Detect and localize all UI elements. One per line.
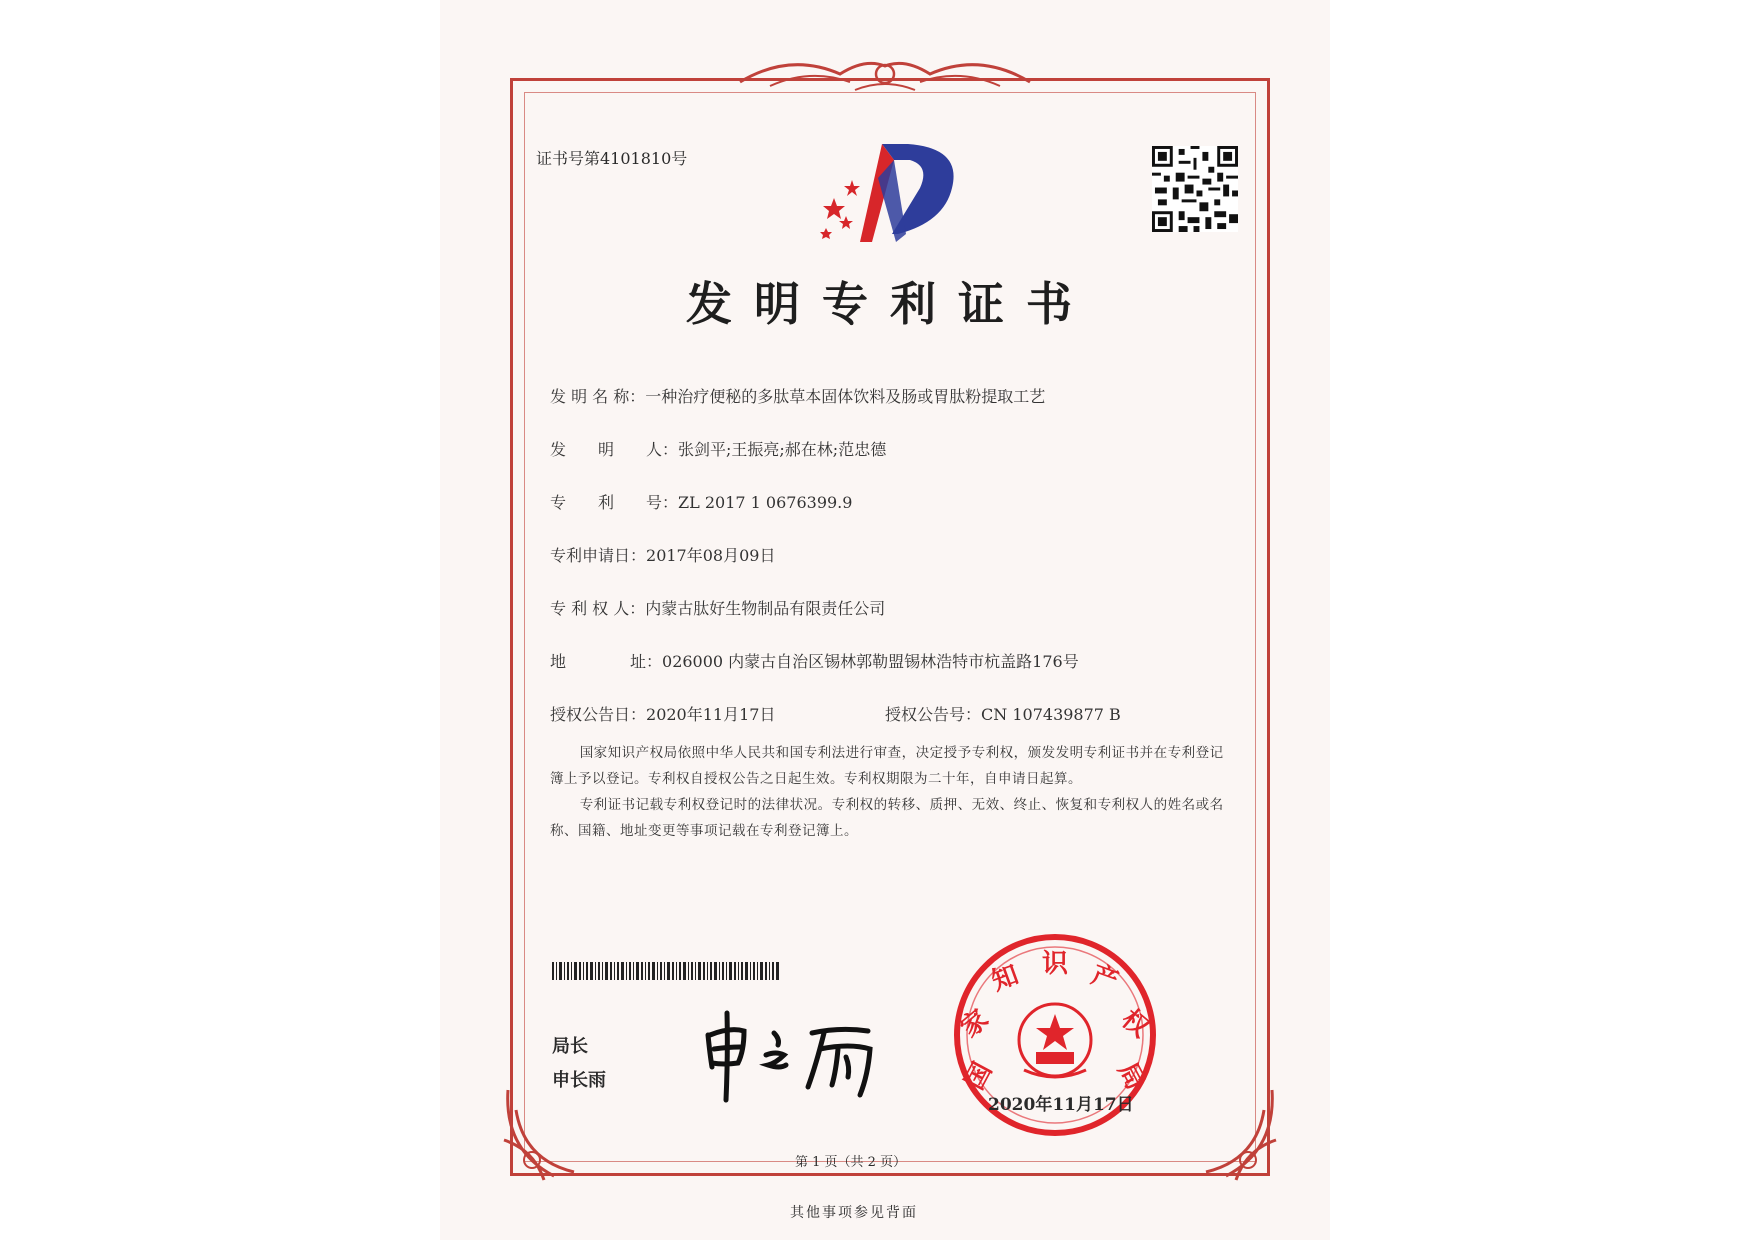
field-patent-number: [550, 490, 852, 513]
certificate-number: 证书号第4101810号: [536, 149, 688, 168]
field-value: 一种治疗便秘的多肽草本固体饮料及肠或胃肽粉提取工艺: [645, 387, 1046, 406]
field-value: 张剑平;王振亮;郝在林;范忠德: [678, 440, 887, 459]
field-value: 026000 内蒙古自治区锡林郭勒盟锡林浩特市杭盖路176号: [662, 652, 1079, 671]
seal-date: 2020年11月17日: [988, 1095, 1134, 1115]
svg-text:国: 国: [959, 1057, 999, 1095]
field-value: ZL 2017 1 0676399.9: [678, 493, 853, 512]
svg-text:知: 知: [987, 959, 1023, 998]
svg-text:权: 权: [1115, 1004, 1155, 1044]
statement-paragraph-1: 国家知识产权局依照中华人民共和国专利法进行审查，决定授予专利权，颁发发明专利证书并在专利登记簿上予以登记。专利权自授权公告之日起生效。专利权期限为二十年，自申请日起算。: [550, 745, 1224, 787]
field-address: [550, 649, 1079, 672]
director-name: 申长雨: [552, 1070, 606, 1091]
field-value: 2017年08月09日: [646, 546, 776, 565]
grant-number-value: CN 107439877 B: [981, 705, 1121, 724]
bottom-right-ornament-icon: [1176, 1080, 1286, 1190]
grant-date-value: 2020年11月17日: [646, 705, 776, 724]
svg-text:家: 家: [955, 1004, 995, 1044]
field-label: 专利申请日：: [550, 546, 647, 565]
footer-note: 其他事项参见背面: [790, 1205, 918, 1221]
field-grant-number: [885, 702, 1121, 725]
field-value: 内蒙古肽好生物制品有限责任公司: [645, 599, 886, 618]
field-label: 专 利 号：: [550, 493, 679, 512]
signature-icon: [700, 1005, 890, 1105]
svg-text:产: 产: [1087, 959, 1123, 998]
certificate-title: 发明专利证书: [686, 277, 1094, 331]
cnipa-logo-icon: [812, 138, 962, 246]
barcode-icon: [552, 962, 780, 980]
svg-text:识: 识: [1041, 949, 1069, 979]
field-application-date: [550, 543, 775, 566]
svg-text:局: 局: [1111, 1057, 1151, 1095]
field-invention-name: [550, 384, 1045, 407]
field-grant-date: [550, 702, 775, 725]
field-label: 发 明 人：: [550, 440, 679, 459]
director-title: 局长: [552, 1036, 588, 1057]
page-info: 第 1 页（共 2 页）: [795, 1155, 907, 1170]
field-label: 发 明 名 称：: [550, 387, 646, 406]
statement-text: [550, 740, 1226, 844]
bottom-left-ornament-icon: [494, 1080, 604, 1190]
statement-paragraph-2: 专利证书记载专利权登记时的法律状况。专利权的转移、质押、无效、终止、恢复和专利权人的姓名或名称、国籍、地址变更等事项记载在专利登记簿上。: [550, 797, 1224, 839]
field-inventors: [550, 437, 886, 460]
field-label: 地 址：: [550, 652, 663, 671]
qr-code-icon: [1152, 146, 1238, 232]
field-patentee: [550, 596, 885, 619]
grant-number-label: 授权公告号：: [885, 705, 982, 724]
grant-date-label: 授权公告日：: [550, 705, 647, 724]
field-label: 专 利 权 人：: [550, 599, 646, 618]
